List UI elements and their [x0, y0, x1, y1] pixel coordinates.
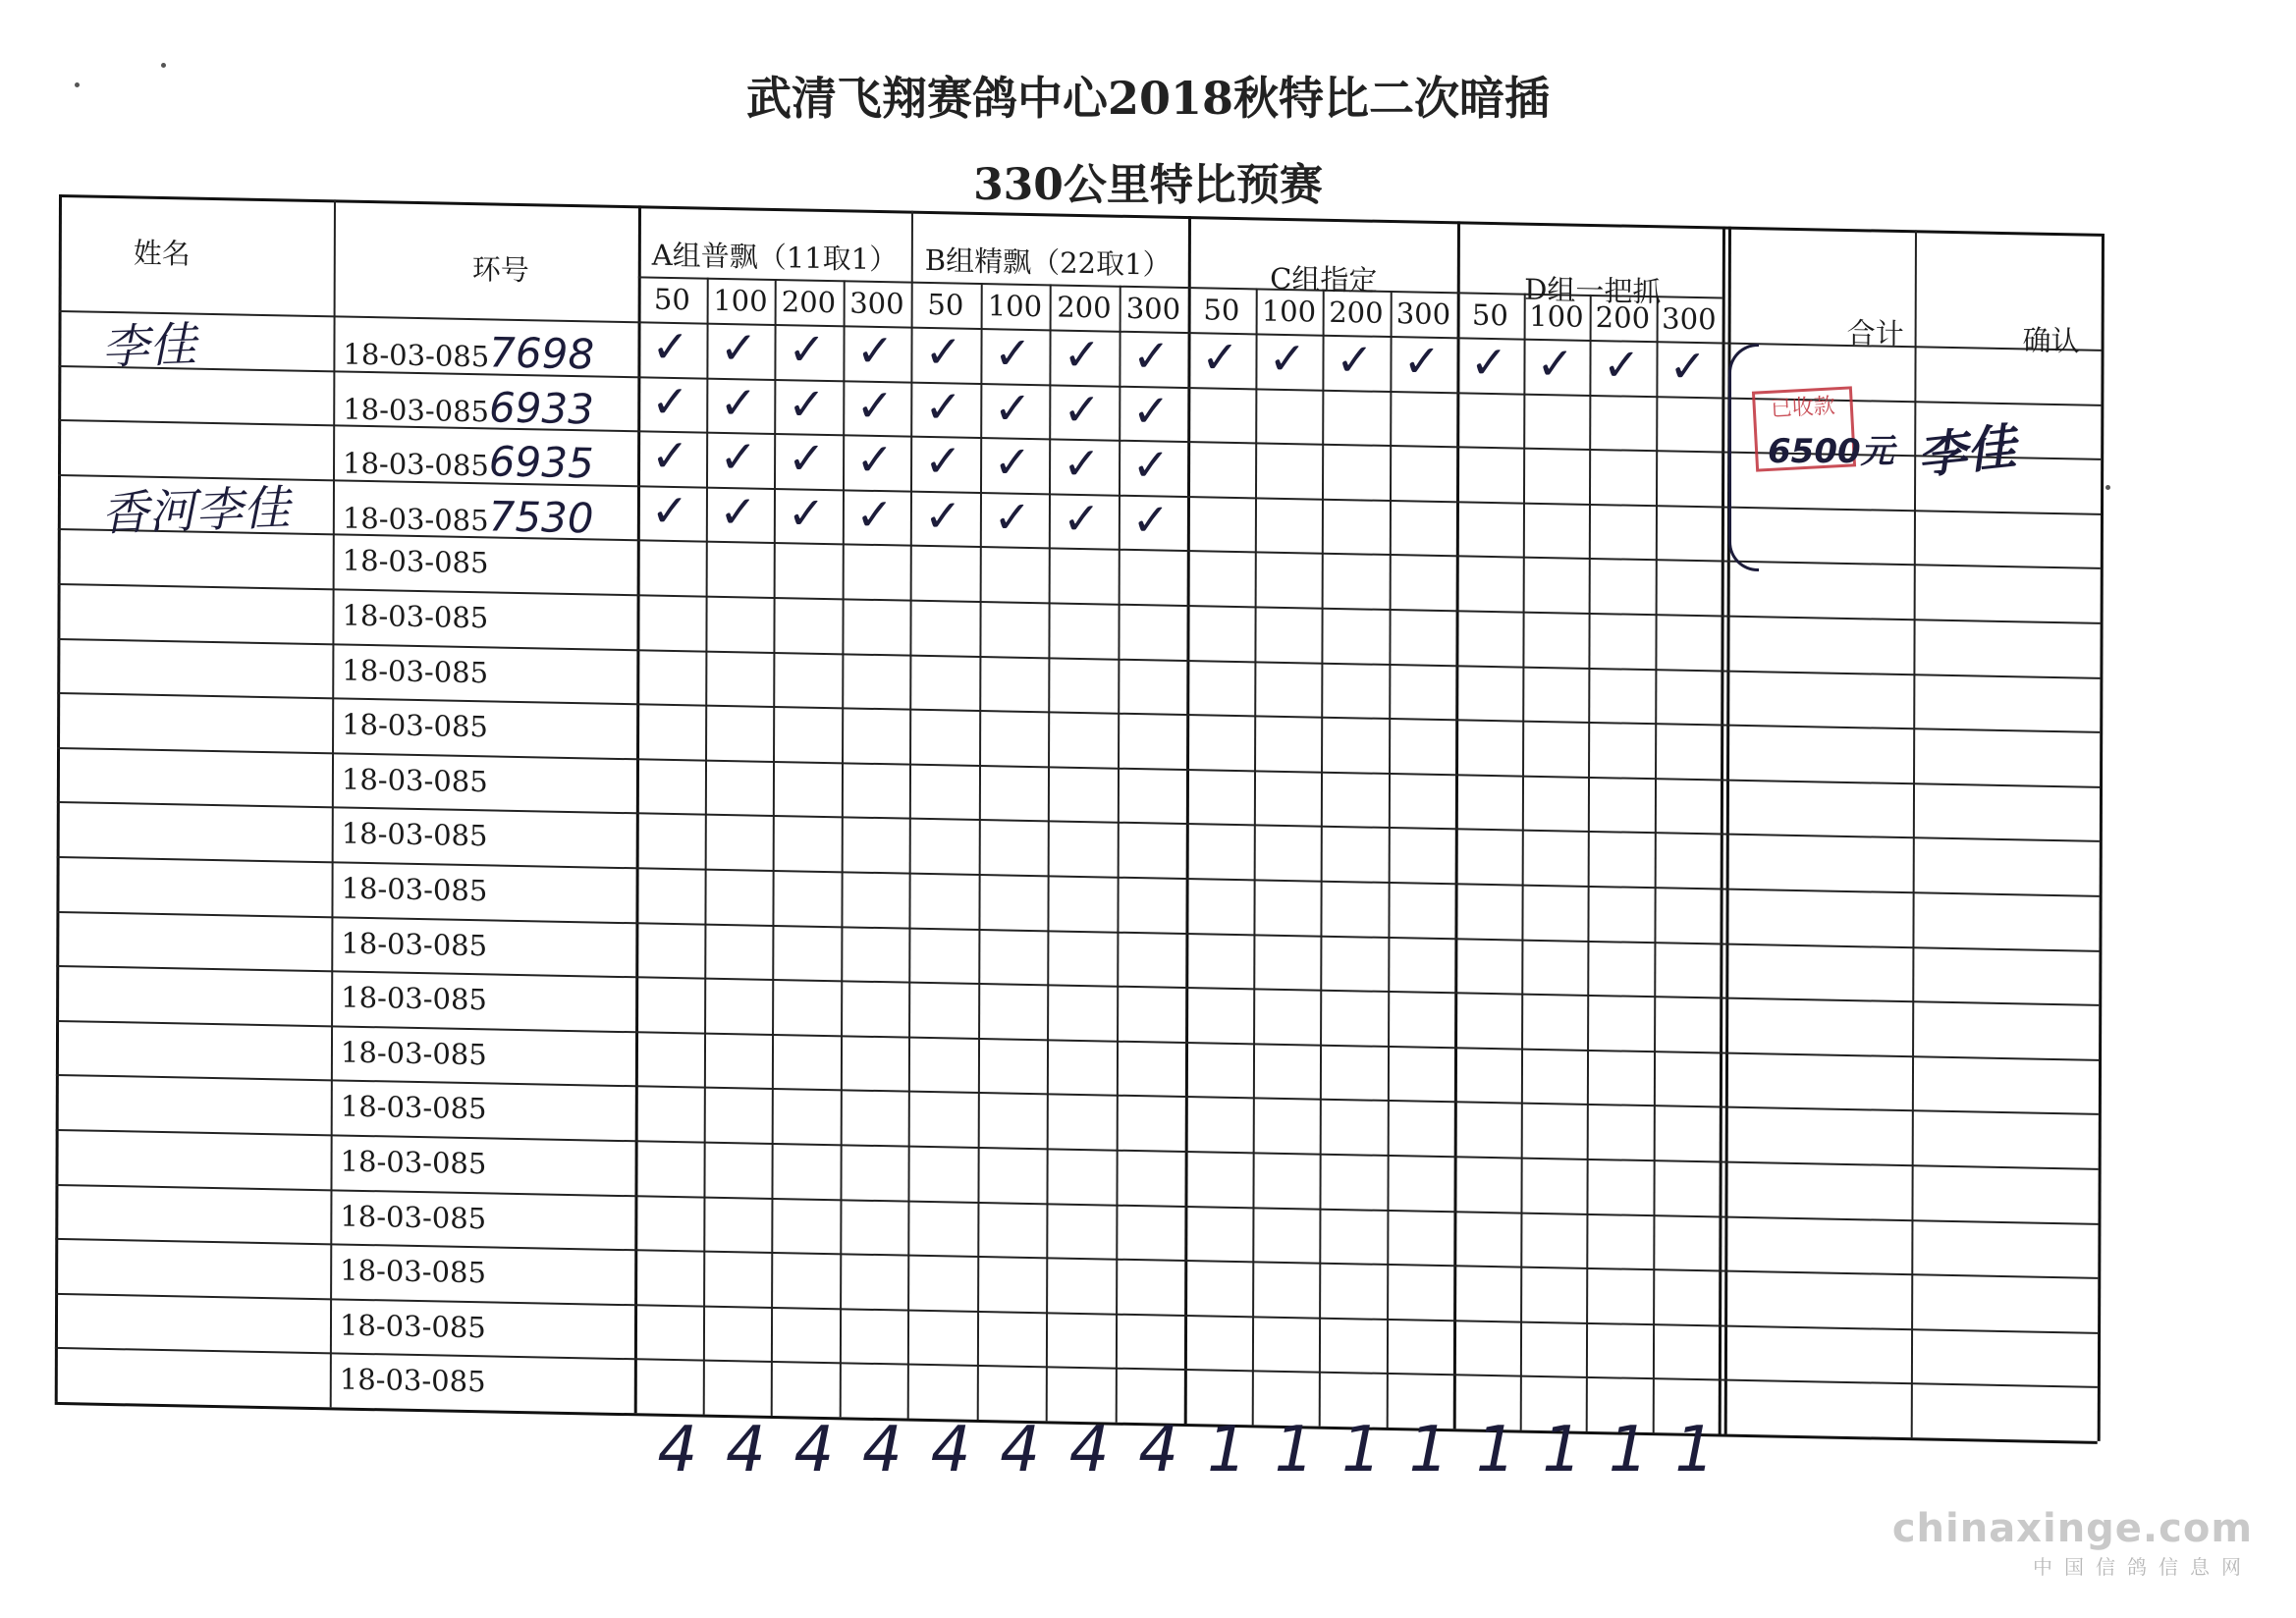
ring-prefix: 18-03-085	[342, 598, 489, 635]
check-mark: ✓	[924, 324, 963, 379]
grid-line-v	[1453, 221, 1460, 1429]
amount-label: 50	[927, 287, 964, 322]
ring-prefix: 18-03-085	[341, 762, 488, 799]
ring-number	[342, 599, 488, 635]
column-tally: 1	[1542, 1414, 1583, 1486]
amount-label: 100	[1261, 294, 1317, 329]
ring-prefix: 18-03-085	[341, 980, 487, 1017]
grid-line-v	[702, 278, 708, 1415]
grid-line-v	[1184, 216, 1191, 1424]
form-title: 武清飞翔赛鸽中心2018秋特比二次暗插	[745, 72, 1551, 125]
check-mark: ✓	[993, 435, 1032, 490]
ring-number	[343, 435, 594, 488]
grid-line-v	[1115, 286, 1121, 1423]
header-group-c: C组指定	[1270, 261, 1378, 297]
ring-number	[340, 1199, 486, 1235]
ring-prefix: 18-03-085	[342, 543, 489, 580]
check-mark: ✓	[924, 434, 962, 488]
check-mark: ✓	[1402, 334, 1442, 389]
ring-number	[342, 817, 488, 853]
ring-prefix: 18-03-085	[341, 871, 488, 908]
header-name: 姓名	[133, 236, 191, 271]
member-name-handwritten: 李佳	[100, 317, 198, 376]
grid-line-v	[330, 199, 336, 1407]
ring-suffix-handwritten: 6933	[488, 383, 595, 434]
check-mark: ✓	[787, 431, 826, 486]
grid-line-v	[1386, 291, 1392, 1428]
ring-suffix-handwritten: 6935	[488, 437, 594, 488]
grid-line-v	[839, 280, 845, 1417]
ring-number	[343, 544, 489, 580]
total-brace	[1728, 344, 1759, 571]
check-mark: ✓	[924, 379, 963, 434]
check-mark: ✓	[1668, 339, 1708, 394]
ring-prefix: 18-03-085	[341, 926, 488, 962]
check-mark: ✓	[1063, 436, 1101, 491]
ring-number	[343, 326, 594, 379]
grid-line-v	[634, 205, 641, 1413]
ring-number	[341, 872, 487, 908]
column-tally: 1	[1274, 1414, 1315, 1486]
column-tally: 1	[1207, 1414, 1247, 1486]
scan-speck	[161, 63, 166, 68]
amount-label: 300	[849, 286, 904, 321]
ring-prefix: 18-03-085	[339, 1308, 486, 1345]
grid-line-v	[1652, 296, 1658, 1432]
ring-number	[341, 926, 487, 962]
total-amount: 6500元	[1768, 432, 1894, 471]
amount-label: 200	[1057, 290, 1112, 325]
check-mark: ✓	[993, 326, 1032, 381]
check-mark: ✓	[651, 374, 689, 428]
check-mark: ✓	[1201, 330, 1239, 385]
ring-prefix: 18-03-085	[342, 501, 489, 538]
watermark: chinaxinge.com	[1891, 1506, 2253, 1551]
check-mark: ✓	[1131, 492, 1171, 547]
amount-label: 100	[987, 289, 1043, 324]
column-tally: 4	[1068, 1414, 1110, 1486]
member-name-handwritten: 香河李佳	[99, 480, 292, 542]
header-group-b: B组精飘（22取1）	[924, 243, 1172, 282]
check-mark: ✓	[788, 322, 827, 376]
check-mark: ✓	[650, 483, 689, 538]
ring-number	[340, 1254, 486, 1290]
scan-speck	[75, 82, 80, 87]
check-mark: ✓	[1469, 335, 1508, 390]
column-tally: 1	[1341, 1414, 1382, 1486]
ring-number	[342, 708, 488, 744]
check-mark: ✓	[1131, 438, 1171, 492]
grid-line-v	[55, 194, 62, 1402]
check-mark: ✓	[1536, 336, 1575, 391]
header-group-d: D组一把抓	[1524, 272, 1662, 309]
check-mark: ✓	[719, 484, 757, 539]
form-subtitle: 330公里特比预赛	[973, 160, 1323, 210]
ring-prefix: 18-03-085	[342, 653, 489, 689]
grid-line-v	[1519, 294, 1525, 1430]
column-tally: 4	[1138, 1414, 1178, 1486]
ring-number	[341, 1090, 487, 1126]
grid-line-v	[907, 211, 913, 1419]
ring-number	[340, 1363, 486, 1399]
check-mark: ✓	[787, 486, 826, 540]
check-mark: ✓	[1336, 332, 1374, 387]
ring-prefix: 18-03-085	[340, 1144, 487, 1181]
ring-prefix: 18-03-085	[340, 1199, 487, 1235]
check-mark: ✓	[1063, 327, 1102, 382]
column-tally: 4	[725, 1414, 766, 1486]
column-tally: 4	[861, 1414, 902, 1486]
confirm-signature: 李佳	[1914, 417, 2019, 486]
grid-line-v	[976, 283, 982, 1420]
header-group-a: A组普飘（11取1）	[651, 238, 899, 277]
ring-prefix: 18-03-085	[340, 1253, 487, 1290]
header-confirm: 确认	[2022, 323, 2080, 358]
amount-label: 200	[1329, 295, 1384, 330]
ring-prefix: 18-03-085	[339, 1362, 486, 1399]
amount-label: 100	[1529, 298, 1584, 334]
amount-label: 50	[1203, 293, 1240, 328]
ring-prefix: 18-03-085	[341, 816, 488, 853]
amount-label: 100	[713, 283, 768, 318]
check-mark: ✓	[1602, 338, 1641, 392]
ring-number	[342, 762, 488, 798]
column-tally: 4	[657, 1414, 698, 1486]
ring-suffix-handwritten: 7698	[489, 328, 595, 379]
column-tally: 4	[930, 1414, 971, 1486]
ring-number	[343, 380, 594, 433]
grid-line-v	[1911, 230, 1917, 1437]
ring-number	[341, 1035, 487, 1071]
ring-number	[341, 981, 487, 1017]
check-mark: ✓	[855, 378, 895, 432]
ring-suffix-handwritten: 7530	[488, 492, 594, 543]
check-mark: ✓	[993, 380, 1032, 435]
header-ring: 环号	[471, 252, 529, 288]
amount-label: 300	[1395, 297, 1451, 332]
watermark-subtitle: 中国信鸽信息网	[2033, 1555, 2253, 1579]
check-mark: ✓	[788, 376, 826, 431]
grid-line-v	[2098, 234, 2105, 1441]
grid-line-v	[771, 279, 777, 1416]
registration-table	[55, 194, 2102, 1441]
amount-label: 300	[1662, 301, 1717, 337]
scan-speck	[2105, 485, 2110, 490]
check-mark: ✓	[1131, 383, 1171, 438]
column-tally: 4	[793, 1414, 835, 1486]
column-tally: 4	[1000, 1414, 1040, 1486]
amount-label: 300	[1125, 291, 1181, 326]
check-mark: ✓	[719, 320, 758, 375]
grid-line-v	[1046, 284, 1052, 1421]
grid-line-v	[1319, 290, 1325, 1427]
check-mark: ✓	[923, 488, 962, 543]
ring-prefix: 18-03-085	[343, 337, 490, 374]
ring-prefix: 18-03-085	[340, 1089, 487, 1126]
check-mark: ✓	[1062, 491, 1101, 546]
payment-stamp: 已收款	[1752, 386, 1856, 471]
ring-number	[343, 489, 594, 542]
ring-number	[342, 653, 488, 689]
check-mark: ✓	[1131, 328, 1171, 383]
column-tally: 1	[1408, 1414, 1449, 1486]
check-mark: ✓	[1268, 331, 1307, 386]
ring-prefix: 18-03-085	[343, 392, 490, 429]
column-tally: 1	[1608, 1414, 1649, 1486]
column-tally: 1	[1674, 1414, 1716, 1486]
column-tally: 1	[1475, 1414, 1516, 1486]
ring-prefix: 18-03-085	[340, 1035, 487, 1072]
amount-label: 200	[781, 285, 837, 320]
ring-number	[341, 1145, 487, 1181]
check-mark: ✓	[651, 319, 690, 374]
amount-label: 200	[1595, 300, 1651, 336]
header-total: 合计	[1846, 315, 1904, 351]
grid-line-v	[1586, 295, 1592, 1431]
check-mark: ✓	[855, 432, 895, 487]
check-mark: ✓	[993, 490, 1032, 544]
check-mark: ✓	[719, 430, 758, 484]
ring-number	[340, 1308, 486, 1344]
check-mark: ✓	[1063, 382, 1102, 436]
check-mark: ✓	[855, 487, 894, 542]
ring-prefix: 18-03-085	[343, 446, 489, 483]
check-mark: ✓	[855, 323, 895, 378]
grid-line-v	[1251, 288, 1257, 1425]
ring-prefix: 18-03-085	[342, 707, 488, 744]
check-mark: ✓	[719, 375, 758, 430]
amount-label: 50	[1471, 297, 1508, 333]
check-mark: ✓	[650, 428, 689, 483]
amount-label: 50	[653, 282, 690, 317]
